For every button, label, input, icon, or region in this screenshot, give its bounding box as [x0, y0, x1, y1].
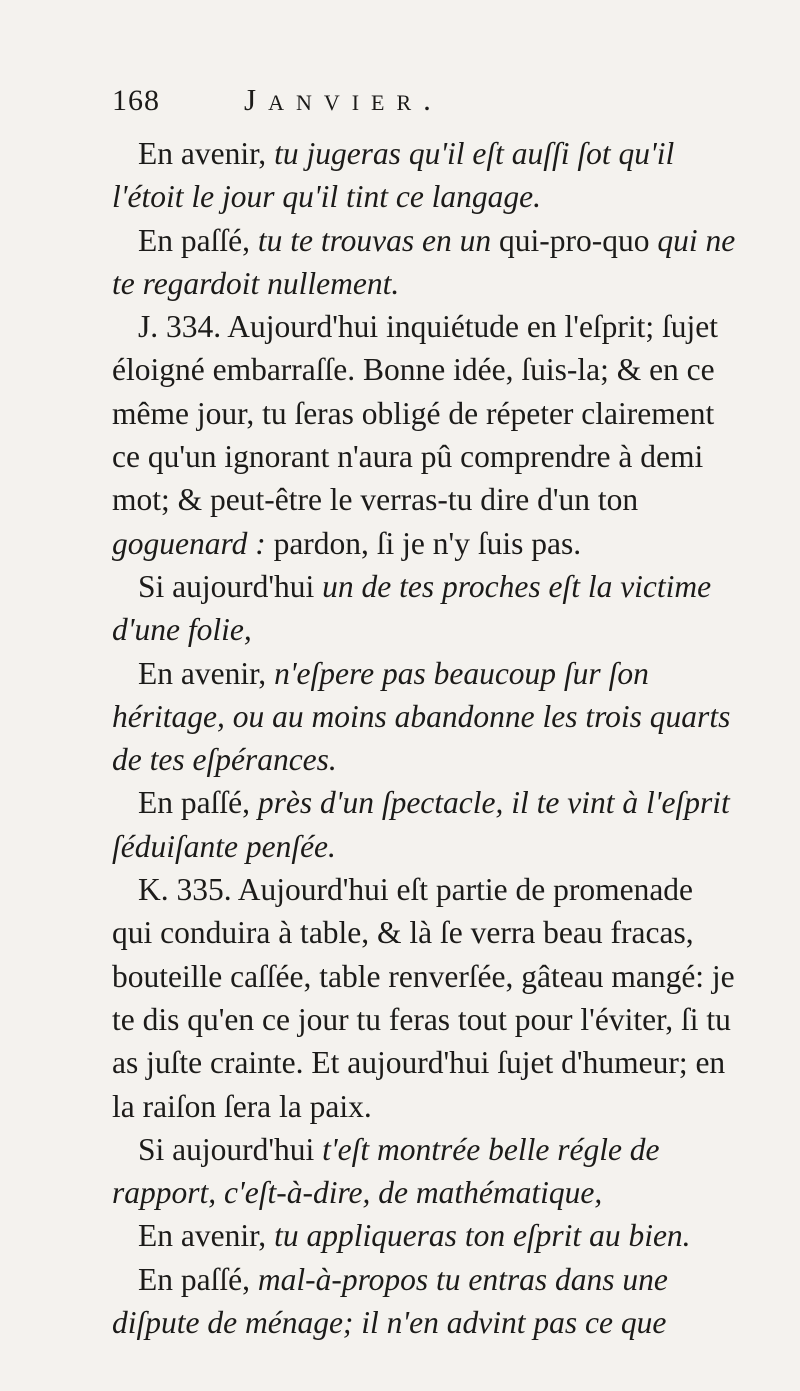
- paragraph: [112, 652, 740, 782]
- italic-run: près d'un ſpectacle, il te vint à l'eſprit ſéduiſante penſée.: [112, 785, 730, 864]
- text-run: pardon, ſi je n'y ſuis pas.: [265, 525, 582, 561]
- italic-run: goguenard :: [112, 525, 266, 561]
- text-run: Si aujourd'hui: [138, 1131, 323, 1167]
- italic-run: n'eſpere pas beaucoup ſur ſon héritage, ou au moins abandonne les trois quarts de tes eſpérances.: [112, 655, 731, 778]
- text-run: En avenir,: [138, 655, 275, 691]
- paragraph: [112, 1258, 740, 1345]
- running-head: Janvier.: [244, 82, 443, 117]
- paragraph: [112, 1214, 740, 1257]
- italic-run: t'eſt montrée belle régle de rapport, c'eſt-à-dire, de mathématique,: [112, 1131, 660, 1211]
- paragraph: [112, 781, 740, 868]
- text-body: [112, 132, 740, 1344]
- text-run: En paſſé,: [138, 1261, 258, 1297]
- page-header: [112, 82, 740, 132]
- page-number: 168: [112, 84, 160, 117]
- text-run: K. 335. Aujourd'hui eſt partie de promenade qui conduira à table, & là ſe verra beau fracas, bouteille caſſée, table renverſée, gâteau mangé: je te dis qu'en ce jour tu feras tout pour l'éviter, ſi tu as juſte crainte. Et aujourd'hui ſujet d'humeur; en la raiſon ſera la paix.: [112, 872, 735, 1124]
- italic-run: qui ne te regardoit nullement.: [112, 222, 736, 301]
- text-run: En paſſé,: [138, 785, 258, 821]
- paragraph: [112, 1128, 740, 1215]
- text-run: Si aujourd'hui: [138, 568, 323, 604]
- text-run: J. 334. Aujourd'hui inquiétude en l'eſprit; ſujet éloigné embarraſſe. Bonne idée, ſuis-la; & en ce même jour, tu ſeras obligé de répeter clairement ce qu'un ignorant n'aura pû comprendre à demi mot; & peut-être le verras-tu dire d'un ton: [112, 309, 719, 518]
- paragraph: [112, 868, 740, 1128]
- italic-run: un de tes proches eſt la victime d'une folie,: [112, 568, 712, 648]
- paragraph: [112, 305, 740, 565]
- italic-run: tu jugeras qu'il eſt auſſi ſot qu'il l'étoit le jour qu'il tint ce langage.: [112, 136, 675, 215]
- text-run: En avenir,: [138, 136, 275, 171]
- text-run: En avenir,: [138, 1218, 275, 1254]
- paragraph: [112, 219, 740, 306]
- text-run: qui-pro-quo: [499, 222, 658, 258]
- italic-run: mal-à-propos tu entras dans une diſpute de ménage; il n'en advint pas ce que: [112, 1261, 668, 1341]
- italic-run: tu te trouvas en un: [257, 222, 500, 258]
- paragraph: [112, 565, 740, 652]
- paragraph: [112, 132, 740, 219]
- italic-run: tu appliqueras ton eſprit au bien.: [274, 1218, 691, 1254]
- text-run: En paſſé,: [138, 222, 258, 258]
